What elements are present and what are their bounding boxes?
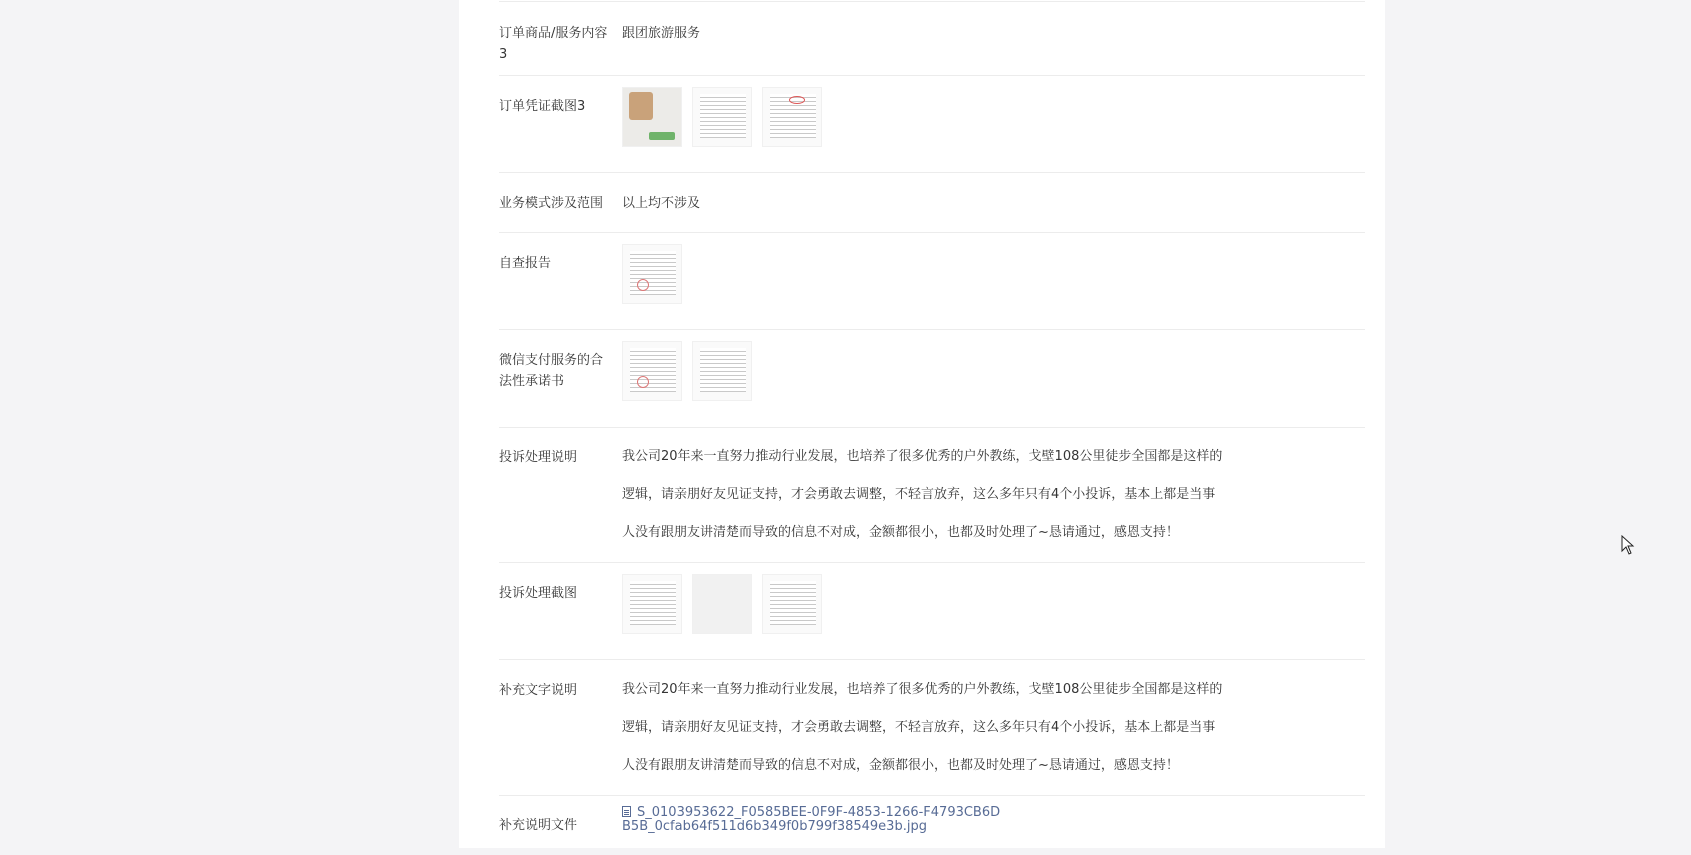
row-legality-letter (499, 350, 1365, 428)
divider (499, 1, 1365, 2)
image-thumbnail[interactable] (622, 87, 682, 147)
row-label: 补充文字说明 (499, 683, 578, 698)
paragraph (622, 438, 1242, 552)
file-link[interactable] (622, 806, 1002, 834)
thumbnail-list (622, 87, 1365, 147)
image-thumbnail[interactable] (762, 574, 822, 634)
image-thumbnail[interactable] (762, 87, 822, 147)
row-value: 跟团旅游服务 (622, 26, 701, 41)
thumbnail-list (622, 574, 1365, 634)
paragraph-line: 逻辑，请亲朋好友见证支持，才会勇敢去调整，不轻言放弃，这么多年只有4个小投诉，基本上都是当事 (622, 720, 1216, 735)
row-label: 订单商品/服务内容3 (499, 26, 608, 62)
row-label: 订单凭证截图3 (499, 99, 586, 114)
row-value: 以上均不涉及 (622, 196, 701, 211)
row-label: 自查报告 (499, 256, 552, 271)
image-thumbnail[interactable] (622, 574, 682, 634)
paragraph-line: 我公司20年来一直努力推动行业发展，也培养了很多优秀的户外教练，戈壁108公里徒步全国都是这样的 (622, 682, 1223, 697)
row-label: 投诉处理说明 (499, 450, 578, 465)
row-self-check-report (499, 253, 1365, 330)
image-thumbnail[interactable] (692, 341, 752, 401)
paragraph-line: 人没有跟朋友讲清楚而导致的信息不对成，金额都很小，也都及时处理了~恳请通过，感恩支持！ (622, 525, 1179, 540)
mouse-cursor-icon (1621, 535, 1635, 555)
row-order-screenshots (499, 96, 1365, 173)
row-supplement-text (499, 680, 1365, 796)
row-label: 业务模式涉及范围 (499, 196, 604, 211)
image-thumbnail[interactable] (692, 574, 752, 634)
row-complaint-screenshots (499, 583, 1365, 660)
file-name: S_0103953622_F0585BEE-0F9F-4853-1266-F4793CB6DB5B_0cfab64f511d6b349f0b799f38549e3b.jpg (622, 805, 1001, 834)
document-icon (622, 806, 631, 817)
image-thumbnail[interactable] (622, 341, 682, 401)
row-label: 投诉处理截图 (499, 586, 578, 601)
file-attachment (622, 806, 1365, 834)
paragraph-line: 逻辑，请亲朋好友见证支持，才会勇敢去调整，不轻言放弃，这么多年只有4个小投诉，基本上都是当事 (622, 487, 1216, 502)
row-label: 补充说明文件 (499, 818, 578, 833)
paragraph-line: 人没有跟朋友讲清楚而导致的信息不对成，金额都很小，也都及时处理了~恳请通过，感恩支持！ (622, 758, 1179, 773)
row-label: 微信支付服务的合法性承诺书 (499, 353, 604, 389)
paragraph (622, 671, 1242, 785)
paragraph-line: 我公司20年来一直努力推动行业发展，也培养了很多优秀的户外教练，戈壁108公里徒步全国都是这样的 (622, 449, 1223, 464)
thumbnail-list (622, 341, 1365, 401)
image-thumbnail[interactable] (622, 244, 682, 304)
image-thumbnail[interactable] (692, 87, 752, 147)
row-order-content (499, 23, 1365, 76)
thumbnail-list (622, 244, 1365, 304)
detail-panel (459, 0, 1385, 848)
row-supplement-file (499, 805, 1365, 855)
row-business-scope (499, 193, 1365, 233)
row-complaint-desc (499, 447, 1365, 563)
